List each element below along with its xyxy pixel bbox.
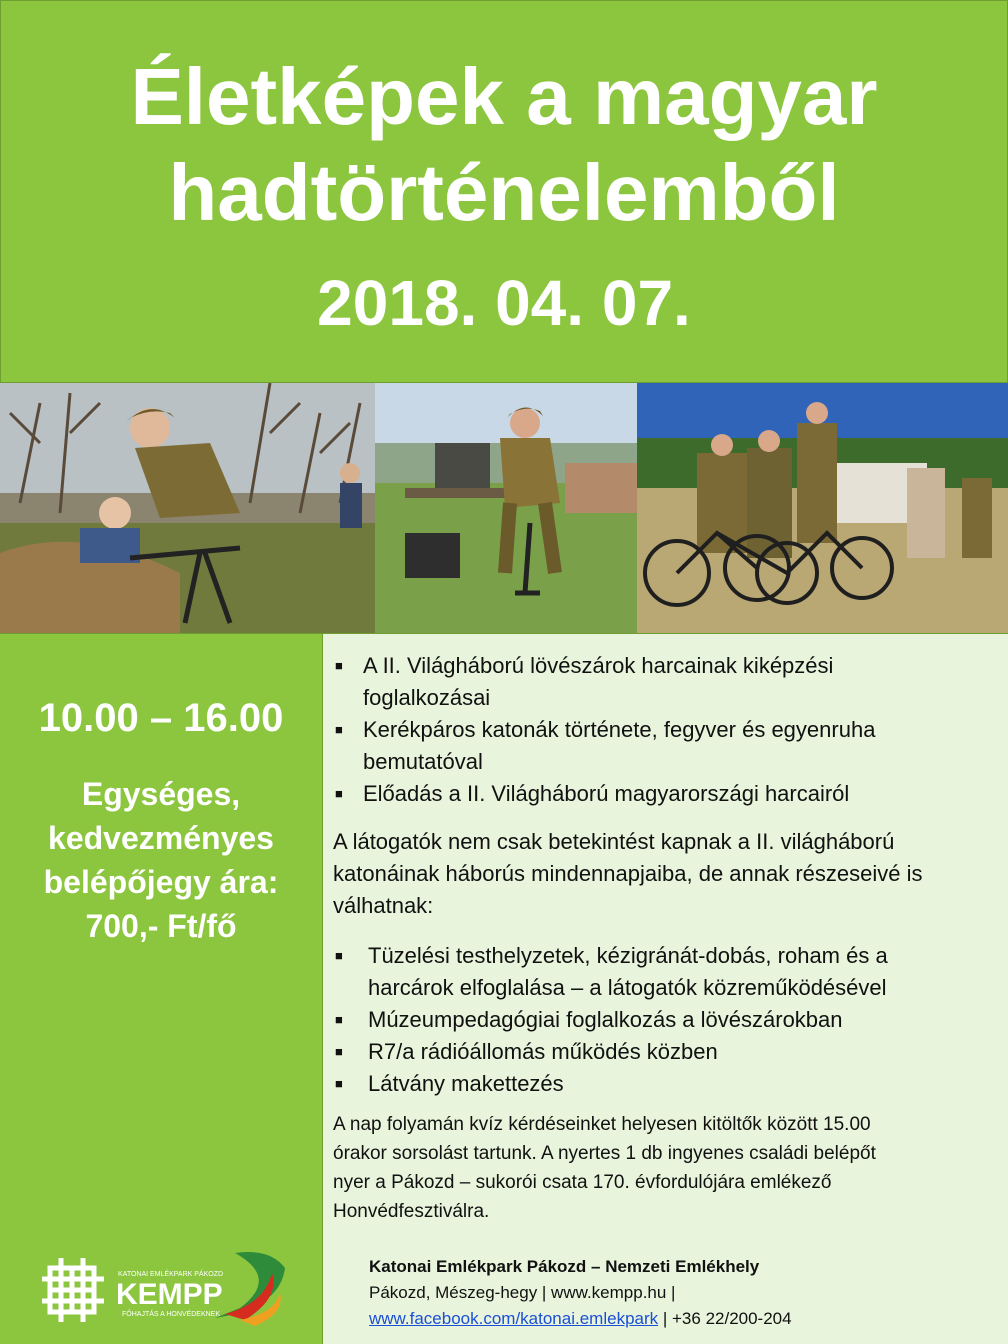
bullet-square-icon: ■ bbox=[335, 786, 343, 801]
bullet-square-icon: ■ bbox=[335, 658, 343, 673]
activity-item-4-line-1: Látvány makettezés bbox=[368, 1071, 564, 1096]
footer-address: Pákozd, Mészeg-hegy | www.kempp.hu | bbox=[369, 1283, 676, 1302]
price-line-1: Egységes, bbox=[81, 776, 241, 812]
logo-small-text: KATONAI EMLÉKPARK PÁKOZD bbox=[118, 1271, 224, 1278]
footer-contact-line bbox=[369, 1306, 792, 1332]
price-line-2: kedvezményes bbox=[48, 820, 274, 856]
left-info-panel bbox=[0, 633, 322, 1344]
footer-organization: Katonai Emlékpark Pákozd – Nemzeti Emlékhely bbox=[369, 1257, 760, 1276]
logo-motto-text: FŐHAJTÁS A HONVÉDEKNEK bbox=[122, 1311, 221, 1318]
event-time: 10.00 – 16.00 bbox=[38, 696, 284, 740]
activity-item-1-line-1: Tüzelési testhelyzetek, kézigránát-dobás, roham és a bbox=[368, 943, 888, 968]
event-title-line-1: Életképek a magyar bbox=[130, 52, 878, 141]
photo-soldier-with-child bbox=[0, 383, 375, 633]
facebook-link[interactable]: www.facebook.com/katonai.emlekpark bbox=[369, 1309, 659, 1328]
kempp-logo bbox=[40, 1248, 290, 1330]
intro-paragraph-line-3: válhatnak: bbox=[333, 893, 434, 918]
program-item-2-line-1: Kerékpáros katonák története, fegyver és egyenruha bbox=[363, 717, 876, 742]
photo-bicycle-soldiers bbox=[637, 383, 1008, 633]
intro-paragraph-line-2: katonáinak háborús mindennapjaiba, de annak részeseivé is bbox=[333, 861, 923, 886]
program-item-1-line-1: A II. Világháború lövészárok harcainak kiképzési bbox=[363, 653, 834, 678]
kempp-knot-logo-icon bbox=[40, 1248, 290, 1330]
activity-item-3-line-1: R7/a rádióállomás működés közben bbox=[368, 1039, 718, 1064]
activity-item-2-line-1: Múzeumpedagógiai foglalkozás a lövészárokban bbox=[368, 1007, 843, 1032]
raffle-paragraph-line-1: A nap folyamán kvíz kérdéseinket helyesen kitöltők között 15.00 bbox=[333, 1114, 871, 1135]
price-line-3: belépőjegy ára: bbox=[43, 864, 279, 900]
program-item-3-line-1: Előadás a II. Világháború magyarországi harcairól bbox=[363, 781, 850, 806]
bullet-square-icon: ■ bbox=[335, 1076, 343, 1091]
bullet-square-icon: ■ bbox=[335, 1012, 343, 1027]
bullet-square-icon: ■ bbox=[335, 1044, 343, 1059]
bullet-square-icon: ■ bbox=[335, 948, 343, 963]
photo-radio-operator bbox=[375, 383, 637, 633]
program-item-1-line-2: foglalkozásai bbox=[363, 685, 491, 710]
event-title-line-2: hadtörténelemből bbox=[168, 148, 840, 237]
program-panel bbox=[322, 633, 1008, 1344]
footer-phone: | +36 22/200-204 bbox=[658, 1309, 792, 1328]
price-line-4: 700,- Ft/fő bbox=[85, 908, 237, 944]
activity-item-1-line-2: harcárok elfoglalása – a látogatók közreműködésével bbox=[368, 975, 887, 1000]
program-item-2-line-2: bemutatóval bbox=[363, 749, 483, 774]
logo-brand-text: KEMPP bbox=[116, 1278, 223, 1311]
bullet-square-icon: ■ bbox=[335, 722, 343, 737]
raffle-paragraph-line-2: órakor sorsolást tartunk. A nyertes 1 db ingyenes családi belépőt bbox=[333, 1143, 876, 1164]
event-date: 2018. 04. 07. bbox=[317, 267, 691, 339]
raffle-paragraph-line-3: nyer a Pákozd – sukorói csata 170. évfordulójára emlékező bbox=[333, 1172, 832, 1193]
header-banner bbox=[0, 0, 1008, 383]
raffle-paragraph-line-4: Honvédfesztiválra. bbox=[333, 1201, 490, 1222]
intro-paragraph-line-1: A látogatók nem csak betekintést kapnak a II. világháború bbox=[333, 829, 895, 854]
